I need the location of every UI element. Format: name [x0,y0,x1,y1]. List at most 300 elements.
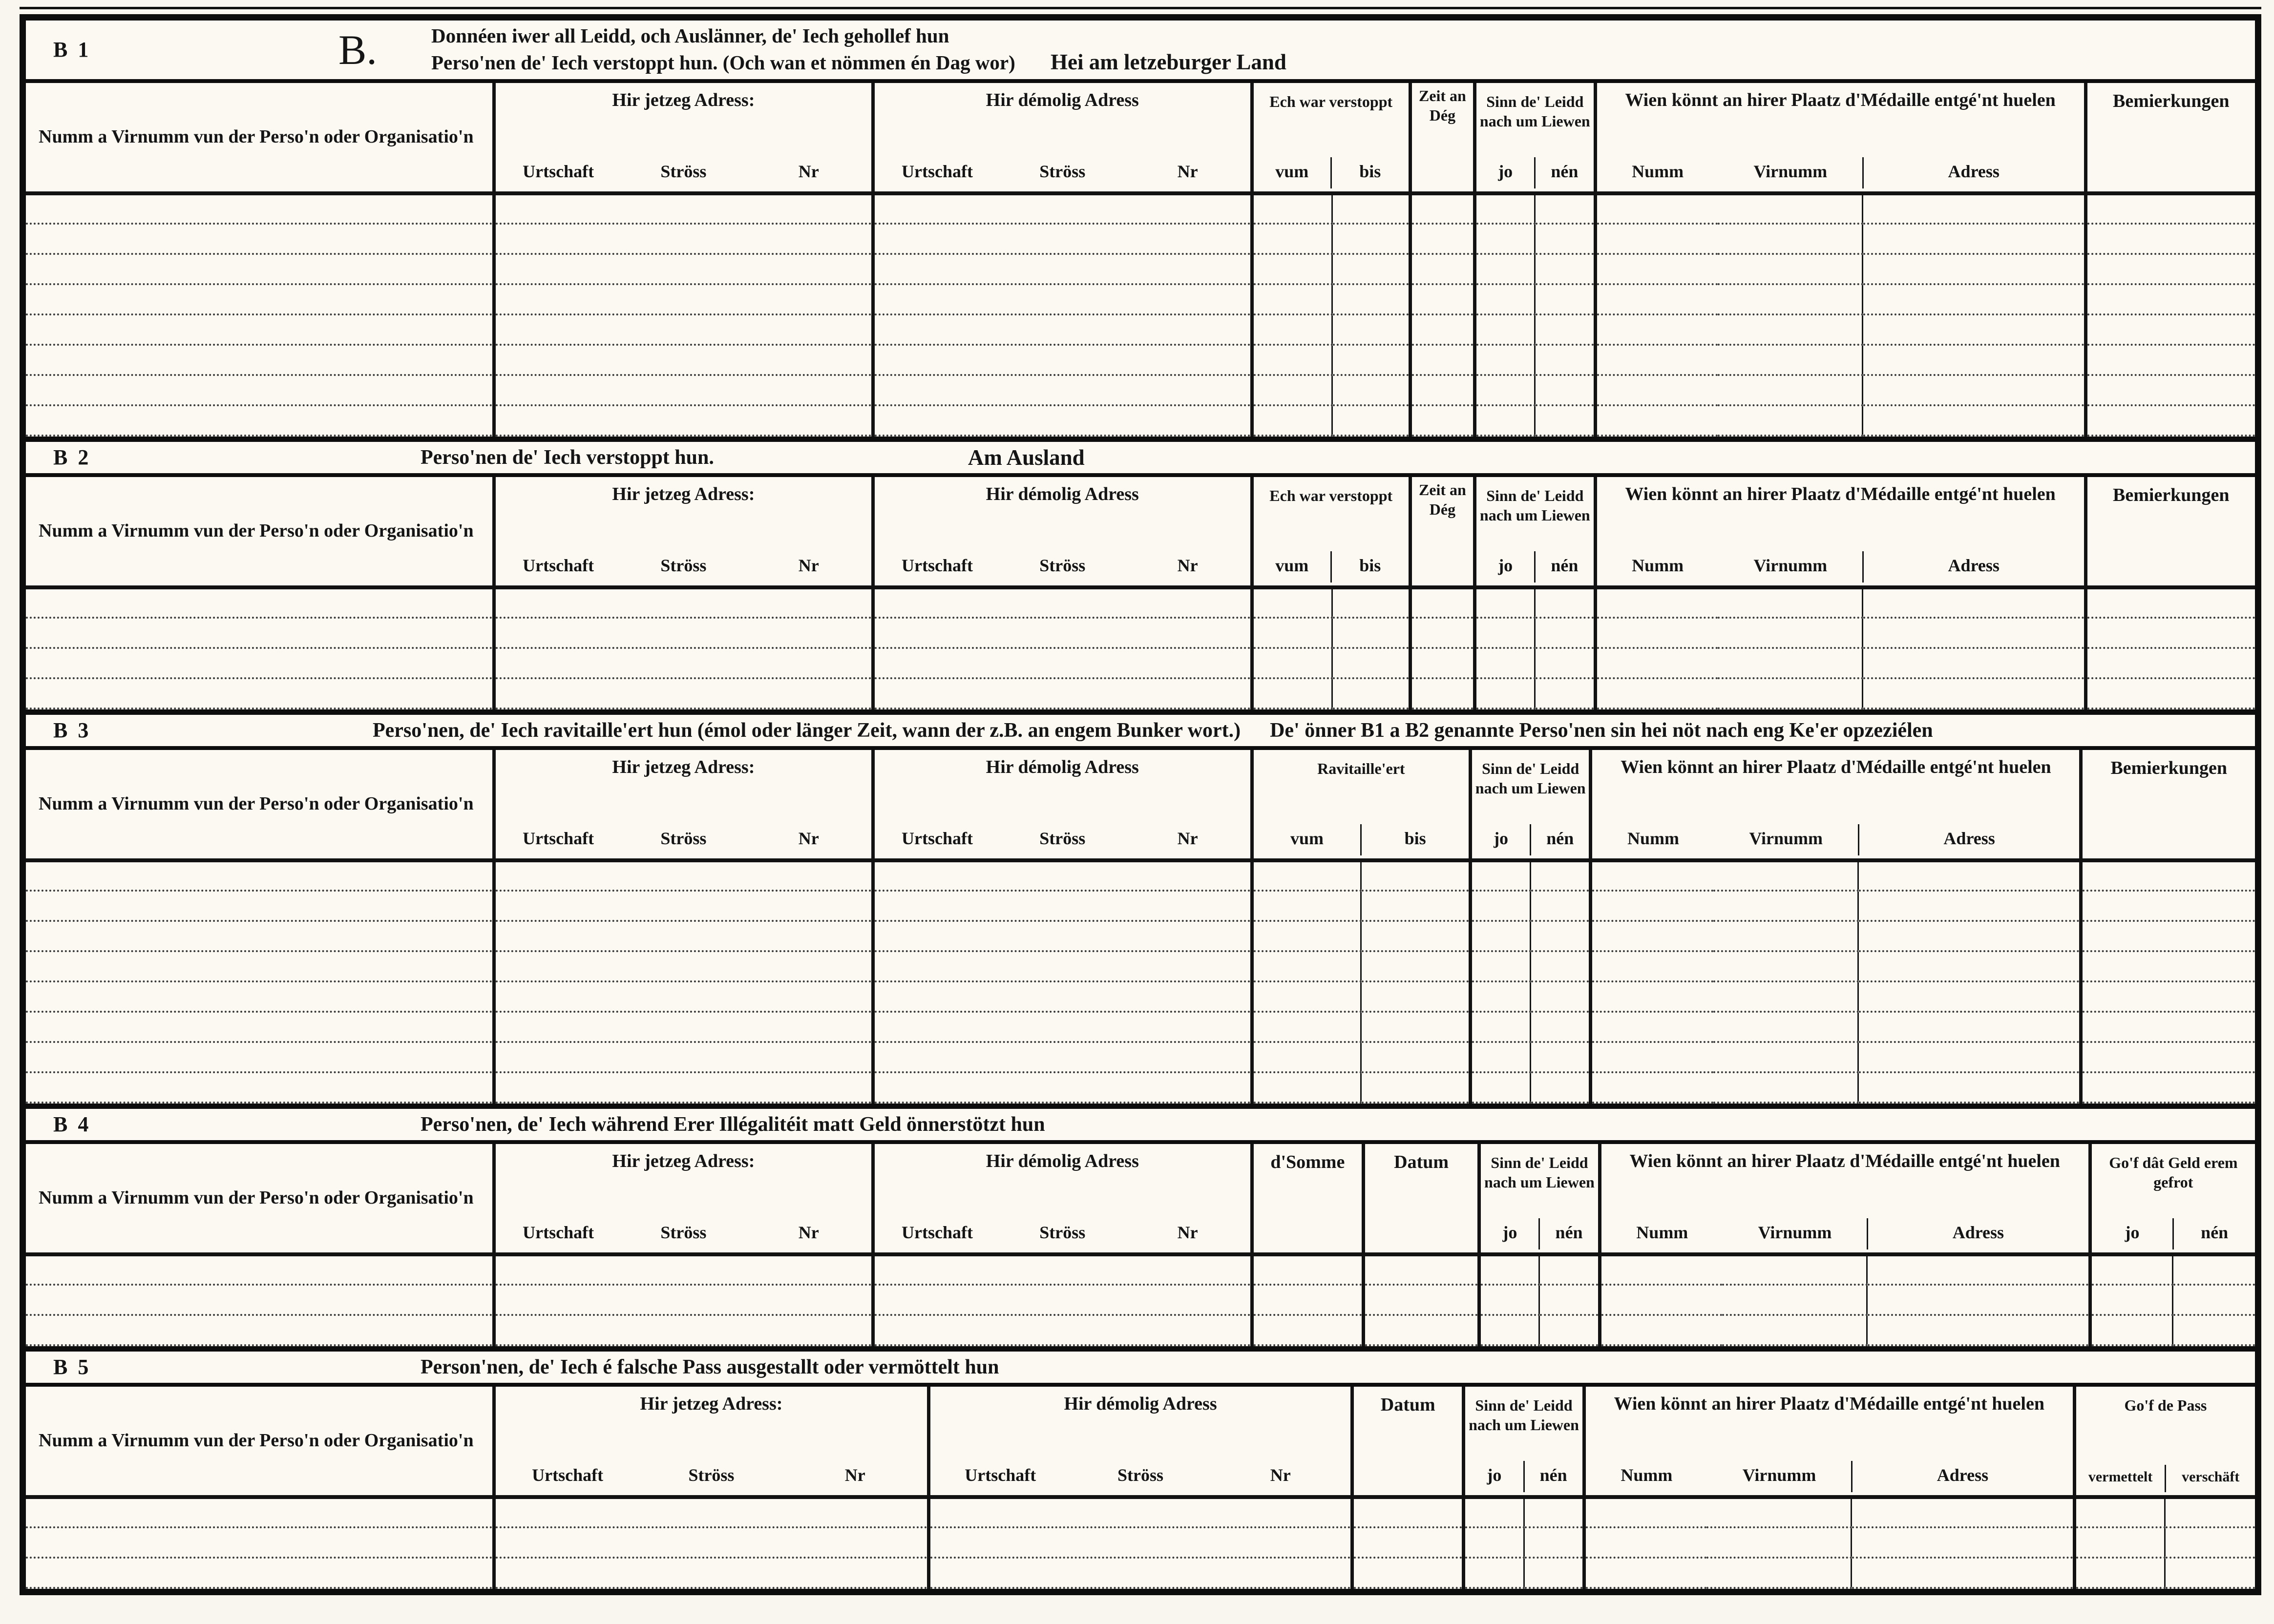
sub-jo: jo [1498,555,1513,575]
cell [1863,314,2085,345]
cell [26,618,494,648]
cell [1718,345,1863,375]
col-name-label: Numm a Virnumm vun der Perso'n oder Organisatio'n [39,793,474,814]
cell [1531,921,1591,951]
sub-stross: Ströss [660,1222,707,1242]
sub-virnumm: Virnumm [1749,828,1823,848]
sub-jo: jo [2125,1222,2140,1242]
sub-nr: Nr [1270,1465,1291,1485]
entry-row [26,1527,2255,1558]
cell [1718,405,1863,436]
cell [494,921,873,951]
cell [2081,951,2255,981]
cell [1531,951,1591,981]
b5-header-row [26,1387,2255,1497]
cell [1475,405,1535,436]
cell [1252,345,1332,375]
section-title-2: De' önner B1 a B2 genannte Perso'nen sin hei nöt nach eng Ke'er opzeziélen [1270,719,1933,742]
col-datum-label: Datum [1394,1151,1449,1172]
cell [1713,860,1858,891]
sub-nr: Nr [798,161,819,181]
cell [494,587,873,618]
cell [1475,224,1535,254]
section-id: B 2 [53,445,91,469]
cell [1252,587,1332,618]
cell [494,860,873,891]
col-demolig-label: Hir démolig Adress [986,1150,1139,1171]
entry-row [26,284,2255,314]
cell [1595,405,1718,436]
cell [2085,405,2255,436]
cell [1718,314,1863,345]
cell [873,1042,1252,1072]
cell [1332,224,1411,254]
cell [26,921,494,951]
col-sinn-label: Sinn de' Leidd nach um Liewen [1484,1153,1595,1191]
cell [873,1315,1252,1345]
cell [2085,678,2255,708]
cell [494,1558,928,1588]
cell [1410,587,1474,618]
cell [1535,314,1595,345]
cell [1332,314,1411,345]
sub-urtschaft: Urtschaft [523,161,594,181]
cell [1863,618,2085,648]
cell [1535,587,1595,618]
cell [1252,1042,1361,1072]
cell [873,618,1252,648]
cell [26,678,494,708]
cell [26,1042,494,1072]
cell [1718,193,1863,224]
entry-row [26,224,2255,254]
sub-nr: Nr [798,1222,819,1242]
col-sinn-label: Sinn de' Leidd nach um Liewen [1479,92,1590,130]
cell [1352,1497,1464,1527]
col-zeit-label: Zeit an Dég [1418,86,1466,124]
col-sinn-liewen [1479,1144,1600,1254]
col-bem-label: Bemierkungen [2110,757,2227,778]
cell [1470,921,1530,951]
cell [1591,860,1713,891]
col-name-label: Numm a Virnumm vun der Perso'n oder Organisatio'n [39,1187,474,1208]
cell [873,921,1252,951]
sub-jo: jo [1494,828,1509,848]
col-wien-medaille [1600,1144,2090,1254]
cell [2172,1315,2255,1345]
cell [1852,1558,2074,1588]
sub-stross: Ströss [660,555,707,575]
entry-row [26,981,2255,1012]
cell [26,1072,494,1103]
entry-row [26,1012,2255,1042]
cell [1332,678,1411,708]
col-demolig-label: Hir démolig Adress [986,89,1139,110]
cell [2081,1072,2255,1103]
cell [1475,284,1535,314]
cell [1252,648,1332,678]
cell [494,1042,873,1072]
cell [2074,1558,2165,1588]
cell [1867,1285,2090,1315]
cell [1361,1012,1471,1042]
cell [873,375,1252,405]
cell [1591,1072,1713,1103]
cell [1863,648,2085,678]
sub-urtschaft: Urtschaft [902,1222,973,1242]
cell [2085,587,2255,618]
col-bemierkungen [2081,750,2255,860]
sub-nen: nén [2172,1218,2255,1249]
cell [26,951,494,981]
cell [494,618,873,648]
b1-header-row [26,83,2255,193]
cell [1718,678,1863,708]
col-sinn-liewen [1475,477,1595,587]
cell [1252,375,1332,405]
col-jetzeg-label: Hir jetzeg Adress: [612,89,755,110]
big-letter-b: B. [338,26,377,73]
entry-row [26,1497,2255,1527]
cell [1535,648,1595,678]
cell [873,587,1252,618]
col-demolig-label: Hir démolig Adress [1064,1393,1217,1414]
cell [26,1527,494,1558]
col-jetzeg-label: Hir jetzeg Adress: [612,1150,755,1171]
col-gof-pass-label: Go'f de Pass [2124,1396,2207,1414]
sub-nr: Nr [1177,1222,1198,1242]
sub-stross: Ströss [1039,555,1086,575]
cell [494,1527,928,1558]
cell [1852,1527,2074,1558]
cell [1595,345,1718,375]
cell [1410,618,1474,648]
cell [1332,618,1411,648]
cell [1591,1042,1713,1072]
cell [26,587,494,618]
section-b3 [26,709,2255,1103]
sub-vum: vum [1275,555,1309,575]
cell [1595,224,1718,254]
cell [1475,254,1535,284]
sub-numm: Numm [1621,1465,1673,1485]
cell [1718,587,1863,618]
cell [1591,891,1713,921]
cell [873,314,1252,345]
col-ravitailleert [1252,750,1470,860]
sub-adress: Adress [1862,157,2084,188]
cell [1531,1042,1591,1072]
section-title: Perso'nen de' Iech verstoppt hun. [421,446,714,469]
entry-row [26,254,2255,284]
cell [26,891,494,921]
cell [1858,1042,2081,1072]
cell [1410,648,1474,678]
cell [26,224,494,254]
cell [1363,1254,1479,1285]
cell [1332,375,1411,405]
cell [1475,648,1535,678]
cell [1470,1072,1530,1103]
b2-table [26,477,2255,709]
cell [1722,1285,1867,1315]
col-name-label: Numm a Virnumm vun der Perso'n oder Organisatio'n [39,126,474,147]
cell [2085,648,2255,678]
b4-header-row [26,1144,2255,1254]
cell [1475,345,1535,375]
cell [1706,1527,1852,1558]
col-name [26,83,494,193]
cell [1252,1285,1363,1315]
col-zeit [1410,477,1474,587]
cell [1600,1285,1722,1315]
cell [1531,1012,1591,1042]
entry-row [26,891,2255,921]
sub-vermettelt: vermettelt [2088,1468,2153,1485]
cell [1713,981,1858,1012]
col-jetzeg-label: Hir jetzeg Adress: [640,1393,783,1414]
col-sinn-label: Sinn de' Leidd nach um Liewen [1469,1396,1579,1434]
col-bem-label: Bemierkungen [2113,90,2230,111]
cell [1410,678,1474,708]
b1-table [26,83,2255,437]
cell [494,254,873,284]
cell [1363,1315,1479,1345]
cell [873,860,1252,891]
cell [1706,1558,1852,1588]
cell [1595,648,1718,678]
cell [2090,1315,2172,1345]
sub-jo: jo [1502,1222,1517,1242]
cell [873,1285,1252,1315]
cell [1475,314,1535,345]
cell [1410,405,1474,436]
cell [1535,284,1595,314]
col-jetzeg-adress [494,750,873,860]
title-line-1: Donnéen iwer all Leidd, och Auslänner, de' Iech gehollef hun [431,24,949,47]
col-gof-geld-label: Go'f dât Geld erem gefrot [2109,1153,2238,1191]
cell [1475,193,1535,224]
cell [2081,860,2255,891]
title-emphasis: Hei am letzeburger Land [1051,50,1286,75]
cell [2172,1285,2255,1315]
cell [2081,921,2255,951]
cell [1713,1012,1858,1042]
col-wien-label: Wien könnt an hirer Plaatz d'Médaille entgé'nt huelen [1629,1150,2060,1171]
cell [1595,678,1718,708]
cell [1475,678,1535,708]
cell [1352,1527,1464,1558]
cell [1535,224,1595,254]
cell [873,345,1252,375]
cell [26,193,494,224]
cell [1361,951,1471,981]
cell [1332,648,1411,678]
cell [26,314,494,345]
col-somme-label: d'Somme [1270,1151,1345,1172]
col-sinn-liewen [1475,83,1595,193]
sub-stross: Ströss [1039,161,1086,181]
cell [1584,1497,1706,1527]
sub-adress: Adress [1862,551,2084,583]
cell [494,375,873,405]
cell [1858,981,2081,1012]
sub-nr: Nr [844,1465,865,1485]
col-datum-label: Datum [1380,1394,1435,1415]
cell [1584,1558,1706,1588]
section-title: Perso'nen, de' Iech während Erer Illégalitéit matt Geld önnerstötzt hun [421,1113,1045,1136]
sub-nr: Nr [1177,161,1198,181]
cell [873,224,1252,254]
cell [1252,1254,1363,1285]
section-b4-header [26,1109,2255,1144]
cell [1363,1285,1479,1315]
cell [2085,193,2255,224]
cell [1475,618,1535,648]
cell [1722,1254,1867,1285]
cell [494,284,873,314]
cell [1591,981,1713,1012]
col-jetzeg-adress [494,1144,873,1254]
cell [494,951,873,981]
cell [1470,1042,1530,1072]
cell [26,1497,494,1527]
b2-header-row [26,477,2255,587]
cell [1600,1315,1722,1345]
sub-stross: Ströss [1117,1465,1164,1485]
col-sinn-label: Sinn de' Leidd nach um Liewen [1479,486,1590,524]
sub-virnumm: Virnumm [1758,1222,1832,1242]
col-wien-label: Wien könnt an hirer Plaatz d'Médaille entgé'nt huelen [1614,1393,2044,1414]
cell [1863,587,2085,618]
cell [494,1072,873,1103]
sub-urtschaft: Urtschaft [902,828,973,848]
cell [1332,587,1411,618]
entry-row [26,618,2255,648]
sub-bis: bis [1330,551,1409,583]
cell [1352,1558,1464,1588]
cell [1591,1012,1713,1042]
sub-vum: vum [1290,828,1324,848]
sub-virnumm: Virnumm [1742,1465,1816,1485]
cell [1863,345,2085,375]
cell [494,193,873,224]
cell [26,1012,494,1042]
cell [494,648,873,678]
sub-jo: jo [1487,1465,1502,1485]
cell [1479,1254,1539,1285]
cell [1332,193,1411,224]
cell [1722,1315,1867,1345]
cell [1858,1072,2081,1103]
cell [2085,375,2255,405]
cell [1252,284,1332,314]
col-wien-label: Wien könnt an hirer Plaatz d'Médaille entgé'nt huelen [1625,89,2056,110]
cell [1252,678,1332,708]
cell [1475,587,1535,618]
cell [1361,1072,1471,1103]
col-somme [1252,1144,1363,1254]
form-b [20,14,2261,1595]
cell [1718,648,1863,678]
cell [1595,618,1718,648]
col-name [26,1387,494,1497]
cell [494,1285,873,1315]
cell [873,951,1252,981]
sub-nr: Nr [1177,555,1198,575]
sub-urtschaft: Urtschaft [532,1465,604,1485]
cell [1718,224,1863,254]
col-sinn-liewen [1470,750,1590,860]
entry-row [26,1558,2255,1588]
sub-stross: Ströss [660,828,707,848]
section-b3-header [26,715,2255,750]
sub-urtschaft: Urtschaft [523,555,594,575]
sub-vum: vum [1275,161,1309,181]
b3-header-row [26,750,2255,860]
col-demolig-label: Hir démolig Adress [986,483,1139,504]
cell [1479,1285,1539,1315]
cell [494,345,873,375]
cell [1713,951,1858,981]
col-demolig-adress [873,750,1252,860]
sub-urtschaft: Urtschaft [965,1465,1036,1485]
section-b4 [26,1103,2255,1346]
col-verstoppt [1252,83,1410,193]
cell [26,405,494,436]
cell [1718,254,1863,284]
cell [1252,951,1361,981]
cell [1863,678,2085,708]
cell [1858,951,2081,981]
cell [873,678,1252,708]
entry-row [26,1254,2255,1285]
cell [1524,1497,1584,1527]
b5-table [26,1387,2255,1589]
cell [494,981,873,1012]
cell [2074,1497,2165,1527]
cell [1718,284,1863,314]
col-wien-label: Wien könnt an hirer Plaatz d'Médaille entgé'nt huelen [1621,756,2051,777]
cell [26,1254,494,1285]
cell [2090,1285,2172,1315]
cell [1524,1527,1584,1558]
cell [494,891,873,921]
sub-stross: Ströss [1039,1222,1086,1242]
cell [2085,254,2255,284]
title-line-2-wrap [431,48,1286,76]
cell [1531,891,1591,921]
cell [1535,678,1595,708]
sub-stross: Ströss [660,161,707,181]
cell [1361,981,1471,1012]
cell [26,345,494,375]
cell [1252,618,1332,648]
section-title: Person'nen, de' Iech é falsche Pass ausgestallt oder vermöttelt hun [421,1355,999,1378]
cell [1470,951,1530,981]
col-wien-medaille [1591,750,2081,860]
entry-row [26,1285,2255,1315]
cell [1252,405,1332,436]
entry-row [26,921,2255,951]
sub-numm: Numm [1636,1222,1688,1242]
cell [1410,224,1474,254]
col-jetzeg-adress [494,1387,928,1497]
cell [1852,1497,2074,1527]
cell [1361,860,1471,891]
sub-nen: nén [1534,551,1593,583]
cell [1591,921,1713,951]
